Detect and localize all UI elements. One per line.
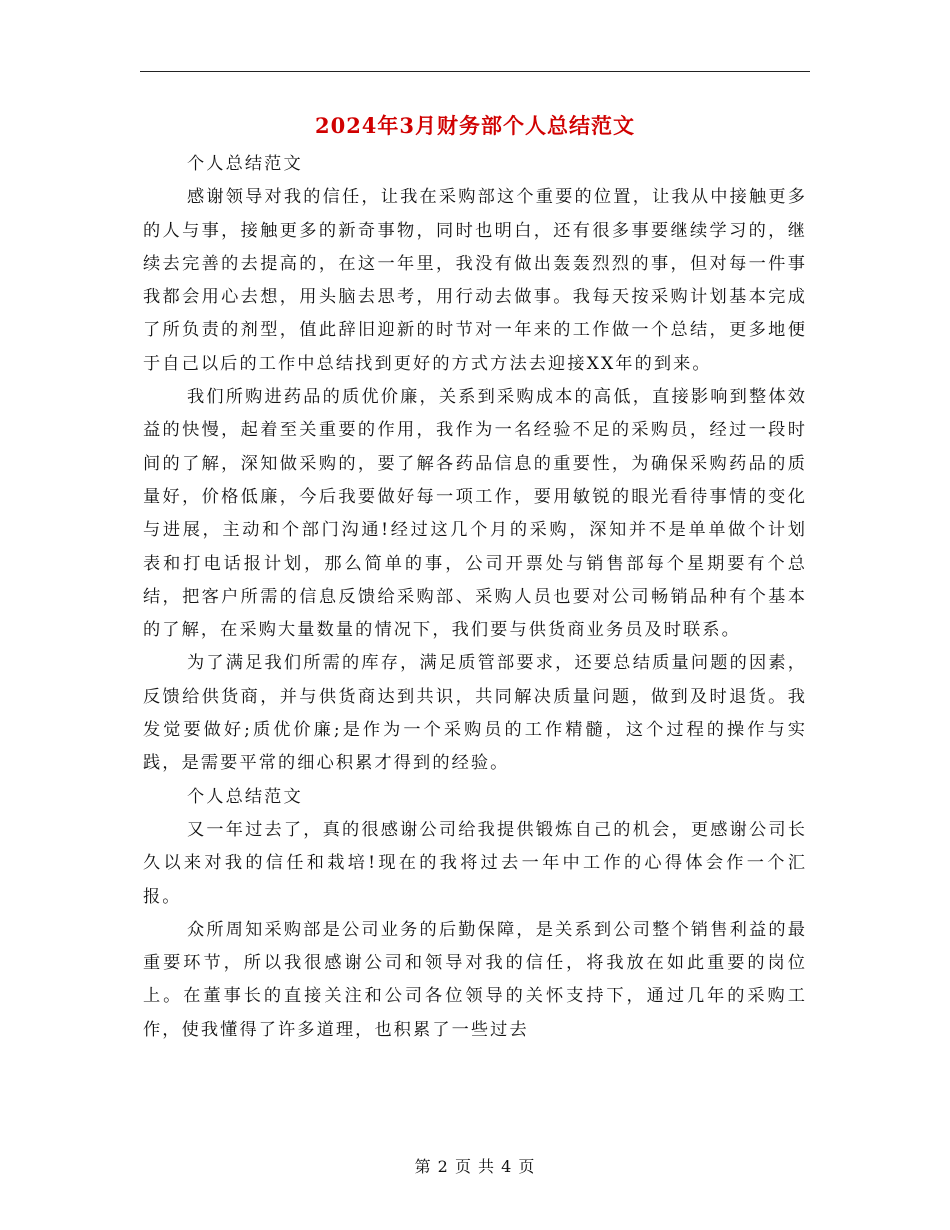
page-footer: 第 2 页 共 4 页	[414, 1157, 536, 1176]
body-paragraph: 又一年过去了，真的很感谢公司给我提供锻炼自己的机会，更感谢公司长久以来对我的信任和栽培!现在的我将过去一年中工作的心得体会作一个汇报。	[143, 819, 807, 907]
section-heading: 个人总结范文	[187, 154, 303, 174]
body-paragraph: 感谢领导对我的信任，让我在采购部这个重要的位置，让我从中接触更多的人与事，接触更多的新奇事物，同时也明白，还有很多事要继续学习的，继续去完善的去提高的，在这一年里，我没有做出轰轰烈烈的事，但对每一件事我都会用心去想，用头脑去思考，用行动去做事。我每天按采购计划基本完成了所负责的剂型，值此辞旧迎新的时节对一年来的工作做一个总结，更多地便于自己以后的工作中总结找到更好的方式方法去迎接XX年的到来。	[143, 187, 807, 374]
header-rule	[140, 71, 810, 72]
body-paragraph: 众所周知采购部是公司业务的后勤保障，是关系到公司整个销售利益的最重要环节，所以我很感谢公司和领导对我的信任，将我放在如此重要的岗位上。在董事长的直接关注和公司各位领导的关怀支持下，通过几年的采购工作，使我懂得了许多道理，也积累了一些过去	[143, 919, 807, 1040]
document-body	[143, 148, 807, 1047]
body-paragraph: 我们所购进药品的质优价廉，关系到采购成本的高低，直接影响到整体效益的快慢，起着至关重要的作用，我作为一名经验不足的采购员，经过一段时间的了解，深知做采购的，要了解各药品信息的重要性，为确保采购药品的质量好，价格低廉，今后我要做好每一项工作，要用敏锐的眼光看待事情的变化与进展，主动和个部门沟通!经过这几个月的采购，深知并不是单单做个计划表和打电话报计划，那么简单的事，公司开票处与销售部每个星期要有个总结，把客户所需的信息反馈给采购部、采购人员也要对公司畅销品种有个基本的了解，在采购大量数量的情况下，我们要与供货商业务员及时联系。	[143, 387, 807, 641]
body-paragraph: 为了满足我们所需的库存，满足质管部要求，还要总结质量问题的因素，反馈给供货商，并与供货商达到共识，共同解决质量问题，做到及时退货。我发觉要做好;质优价廉;是作为一个采购员的工作精髓，这个过程的操作与实践，是需要平常的细心积累才得到的经验。	[143, 653, 807, 774]
section-heading: 个人总结范文	[187, 786, 303, 807]
document-title: 2024年3月财务部个人总结范文	[314, 113, 636, 138]
